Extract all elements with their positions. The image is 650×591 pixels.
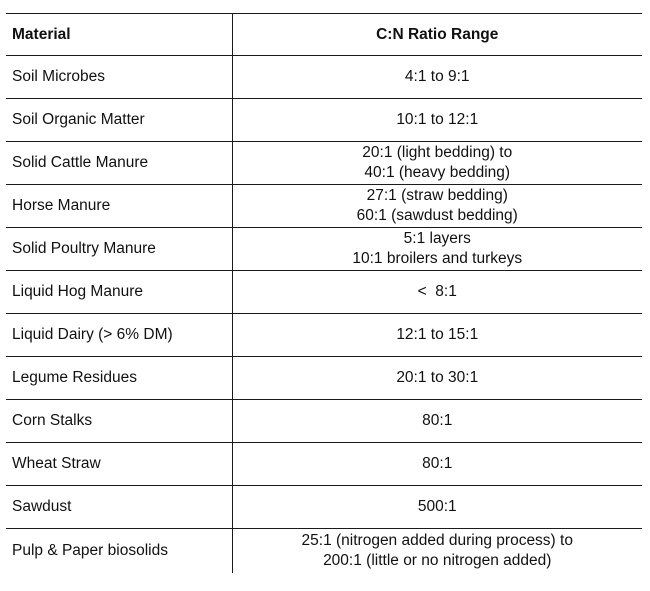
ratio-cell [232, 56, 642, 99]
ratio-line: 20:1 to 30:1 [396, 369, 479, 386]
ratio-line: 80:1 [422, 412, 453, 429]
material-cell: Sawdust [6, 486, 232, 529]
ratio-cell [232, 314, 642, 357]
material-cell: Legume Residues [6, 357, 232, 400]
ratio-line: 27:1 (straw bedding) [366, 187, 508, 204]
table-body [6, 56, 642, 574]
material-cell: Pulp & Paper biosolids [6, 529, 232, 574]
ratio-cell [232, 99, 642, 142]
ratio-line: 10:1 to 12:1 [396, 111, 479, 128]
ratio-line: 80:1 [422, 455, 453, 472]
ratio-cell [232, 271, 642, 314]
table-header-row [6, 14, 642, 56]
table-row [6, 357, 642, 400]
table-row [6, 142, 642, 185]
table-row [6, 228, 642, 271]
ratio-line: 4:1 to 9:1 [404, 68, 470, 85]
ratio-line: 5:1 layers [403, 230, 471, 247]
ratio-cell [232, 443, 642, 486]
ratio-cell [232, 185, 642, 228]
ratio-line: 10:1 broilers and turkeys [352, 250, 523, 267]
material-cell: Soil Microbes [6, 56, 232, 99]
table-row [6, 185, 642, 228]
table-row [6, 271, 642, 314]
table-row [6, 486, 642, 529]
ratio-line: 200:1 (little or no nitrogen added) [323, 552, 552, 569]
material-cell: Corn Stalks [6, 400, 232, 443]
material-cell: Soil Organic Matter [6, 99, 232, 142]
ratio-line: 12:1 to 15:1 [396, 326, 479, 343]
ratio-cell [232, 529, 642, 574]
ratio-line: 500:1 [417, 498, 457, 515]
ratio-cell [232, 228, 642, 271]
ratio-line: 25:1 (nitrogen added during process) to [301, 532, 573, 549]
material-cell: Liquid Dairy (> 6% DM) [6, 314, 232, 357]
table-row [6, 314, 642, 357]
cn-ratio-table [6, 13, 642, 573]
ratio-cell [232, 486, 642, 529]
table-row [6, 99, 642, 142]
ratio-cell [232, 357, 642, 400]
table-row [6, 400, 642, 443]
material-cell: Horse Manure [6, 185, 232, 228]
ratio-cell [232, 400, 642, 443]
table-row [6, 56, 642, 99]
ratio-line: 40:1 (heavy bedding) [364, 164, 511, 181]
ratio-cell [232, 142, 642, 185]
material-cell: Solid Poultry Manure [6, 228, 232, 271]
material-cell: Liquid Hog Manure [6, 271, 232, 314]
ratio-line: 20:1 (light bedding) to [362, 144, 513, 161]
material-column-header: Material [6, 14, 232, 56]
table-row [6, 529, 642, 574]
material-cell: Solid Cattle Manure [6, 142, 232, 185]
ratio-column-header: C:N Ratio Range [232, 14, 642, 56]
ratio-line: < 8:1 [417, 283, 457, 300]
material-cell: Wheat Straw [6, 443, 232, 486]
table-row [6, 443, 642, 486]
ratio-line: 60:1 (sawdust bedding) [356, 207, 518, 224]
